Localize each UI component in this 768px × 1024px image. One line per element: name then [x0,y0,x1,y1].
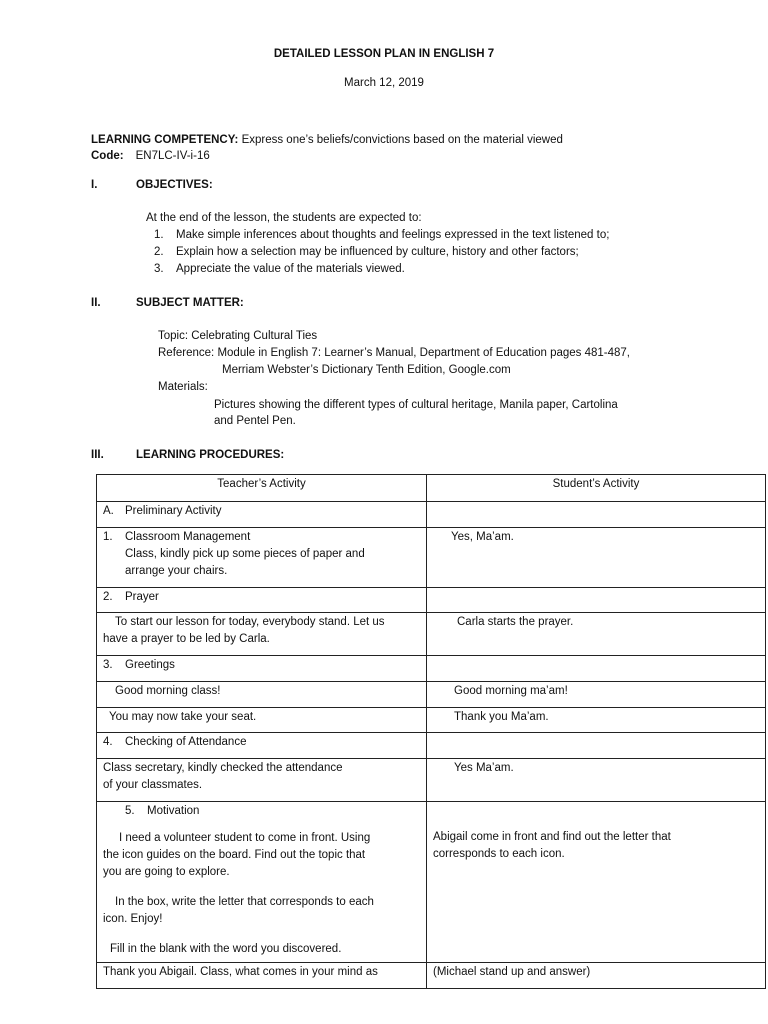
competency-text: Express one’s beliefs/convictions based on the material viewed [238,134,563,146]
procedures-numeral: III. [91,449,104,461]
learning-procedures-table [96,474,766,989]
document-title: DETAILED LESSON PLAN IN ENGLISH 7 [273,48,495,60]
reference-line-continued: Merriam Webster’s Dictionary Tenth Edition, Google.com [222,364,511,376]
attendance-instruction: Class secretary, kindly checked the attendance of your classmates. [97,759,427,802]
student-response: Good morning ma’am! [427,682,766,708]
student-response: Yes, Ma’am. [427,528,766,588]
procedures-heading: LEARNING PROCEDURES: [136,449,285,461]
objective-item: 3. Appreciate the value of the materials viewed. [154,263,405,275]
student-response: Thank you Ma’am. [427,708,766,733]
table-row [97,656,766,682]
code-label: Code: [91,150,124,162]
objectives-intro: At the end of the lesson, the students are expected to: [146,212,422,224]
table-row [97,528,766,588]
preliminary-activity: A. Preliminary Activity [97,502,427,528]
student-response: (Michael stand up and answer) [427,963,766,989]
student-cell [427,502,766,528]
table-row [97,588,766,613]
teacher-instruction: You may now take your seat. [97,708,427,733]
table-header-row [97,475,766,502]
student-activity-header: Student’s Activity [427,475,766,502]
materials-line-continued: and Pentel Pen. [214,415,296,427]
prayer-heading: 2. Prayer [97,588,427,613]
attendance-heading: 4. Checking of Attendance [97,733,427,759]
table-row [97,759,766,802]
teacher-question: Thank you Abigail. Class, what comes in your mind as [97,963,427,989]
student-cell [427,588,766,613]
objectives-numeral: I. [91,179,98,191]
competency-label: LEARNING COMPETENCY: [91,134,239,146]
table-row [97,682,766,708]
student-response: Carla starts the prayer. [427,613,766,656]
student-response: Abigail come in front and find out the letter that corresponds to each icon. [427,802,766,963]
subject-matter-heading: SUBJECT MATTER: [136,297,244,309]
objective-item: 2. Explain how a selection may be influenced by culture, history and other factors; [154,246,579,258]
table-row [97,708,766,733]
table-row [97,802,766,963]
competency-code-line [91,148,210,165]
greetings-heading: 3. Greetings [97,656,427,682]
learning-competency [91,132,563,149]
table-row [97,502,766,528]
objectives-heading: OBJECTIVES: [136,179,213,191]
teacher-activity-header: Teacher’s Activity [97,475,427,502]
topic-line: Topic: Celebrating Cultural Ties [158,330,318,342]
motivation: 5. Motivation I need a volunteer student to come in front. Using the icon guides on the board. Find out the topic that you are going to explore. In the box, write the letter that corresponds to each icon. Enjoy! Fill in the blank with the word you discovered. [97,802,427,963]
student-response: Yes Ma’am. [427,759,766,802]
materials-label: Materials: [158,381,208,393]
table-row [97,963,766,989]
table-row [97,733,766,759]
subject-matter-numeral: II. [91,297,101,309]
student-cell [427,656,766,682]
teacher-greeting: Good morning class! [97,682,427,708]
competency-code: EN7LC-IV-i-16 [135,150,210,162]
document-date: March 12, 2019 [344,77,424,89]
objective-item: 1. Make simple inferences about thoughts and feelings expressed in the text listened to; [154,229,610,241]
student-cell [427,733,766,759]
materials-line: Pictures showing the different types of cultural heritage, Manila paper, Cartolina [214,399,618,411]
table-row [97,613,766,656]
reference-line: Reference: Module in English 7: Learner’s Manual, Department of Education pages 481-487, [158,347,631,359]
prayer-instruction: To start our lesson for today, everybody stand. Let us have a prayer to be led by Carla. [97,613,427,656]
classroom-management: 1. Classroom Management Class, kindly pick up some pieces of paper and arrange your chairs. [97,528,427,588]
